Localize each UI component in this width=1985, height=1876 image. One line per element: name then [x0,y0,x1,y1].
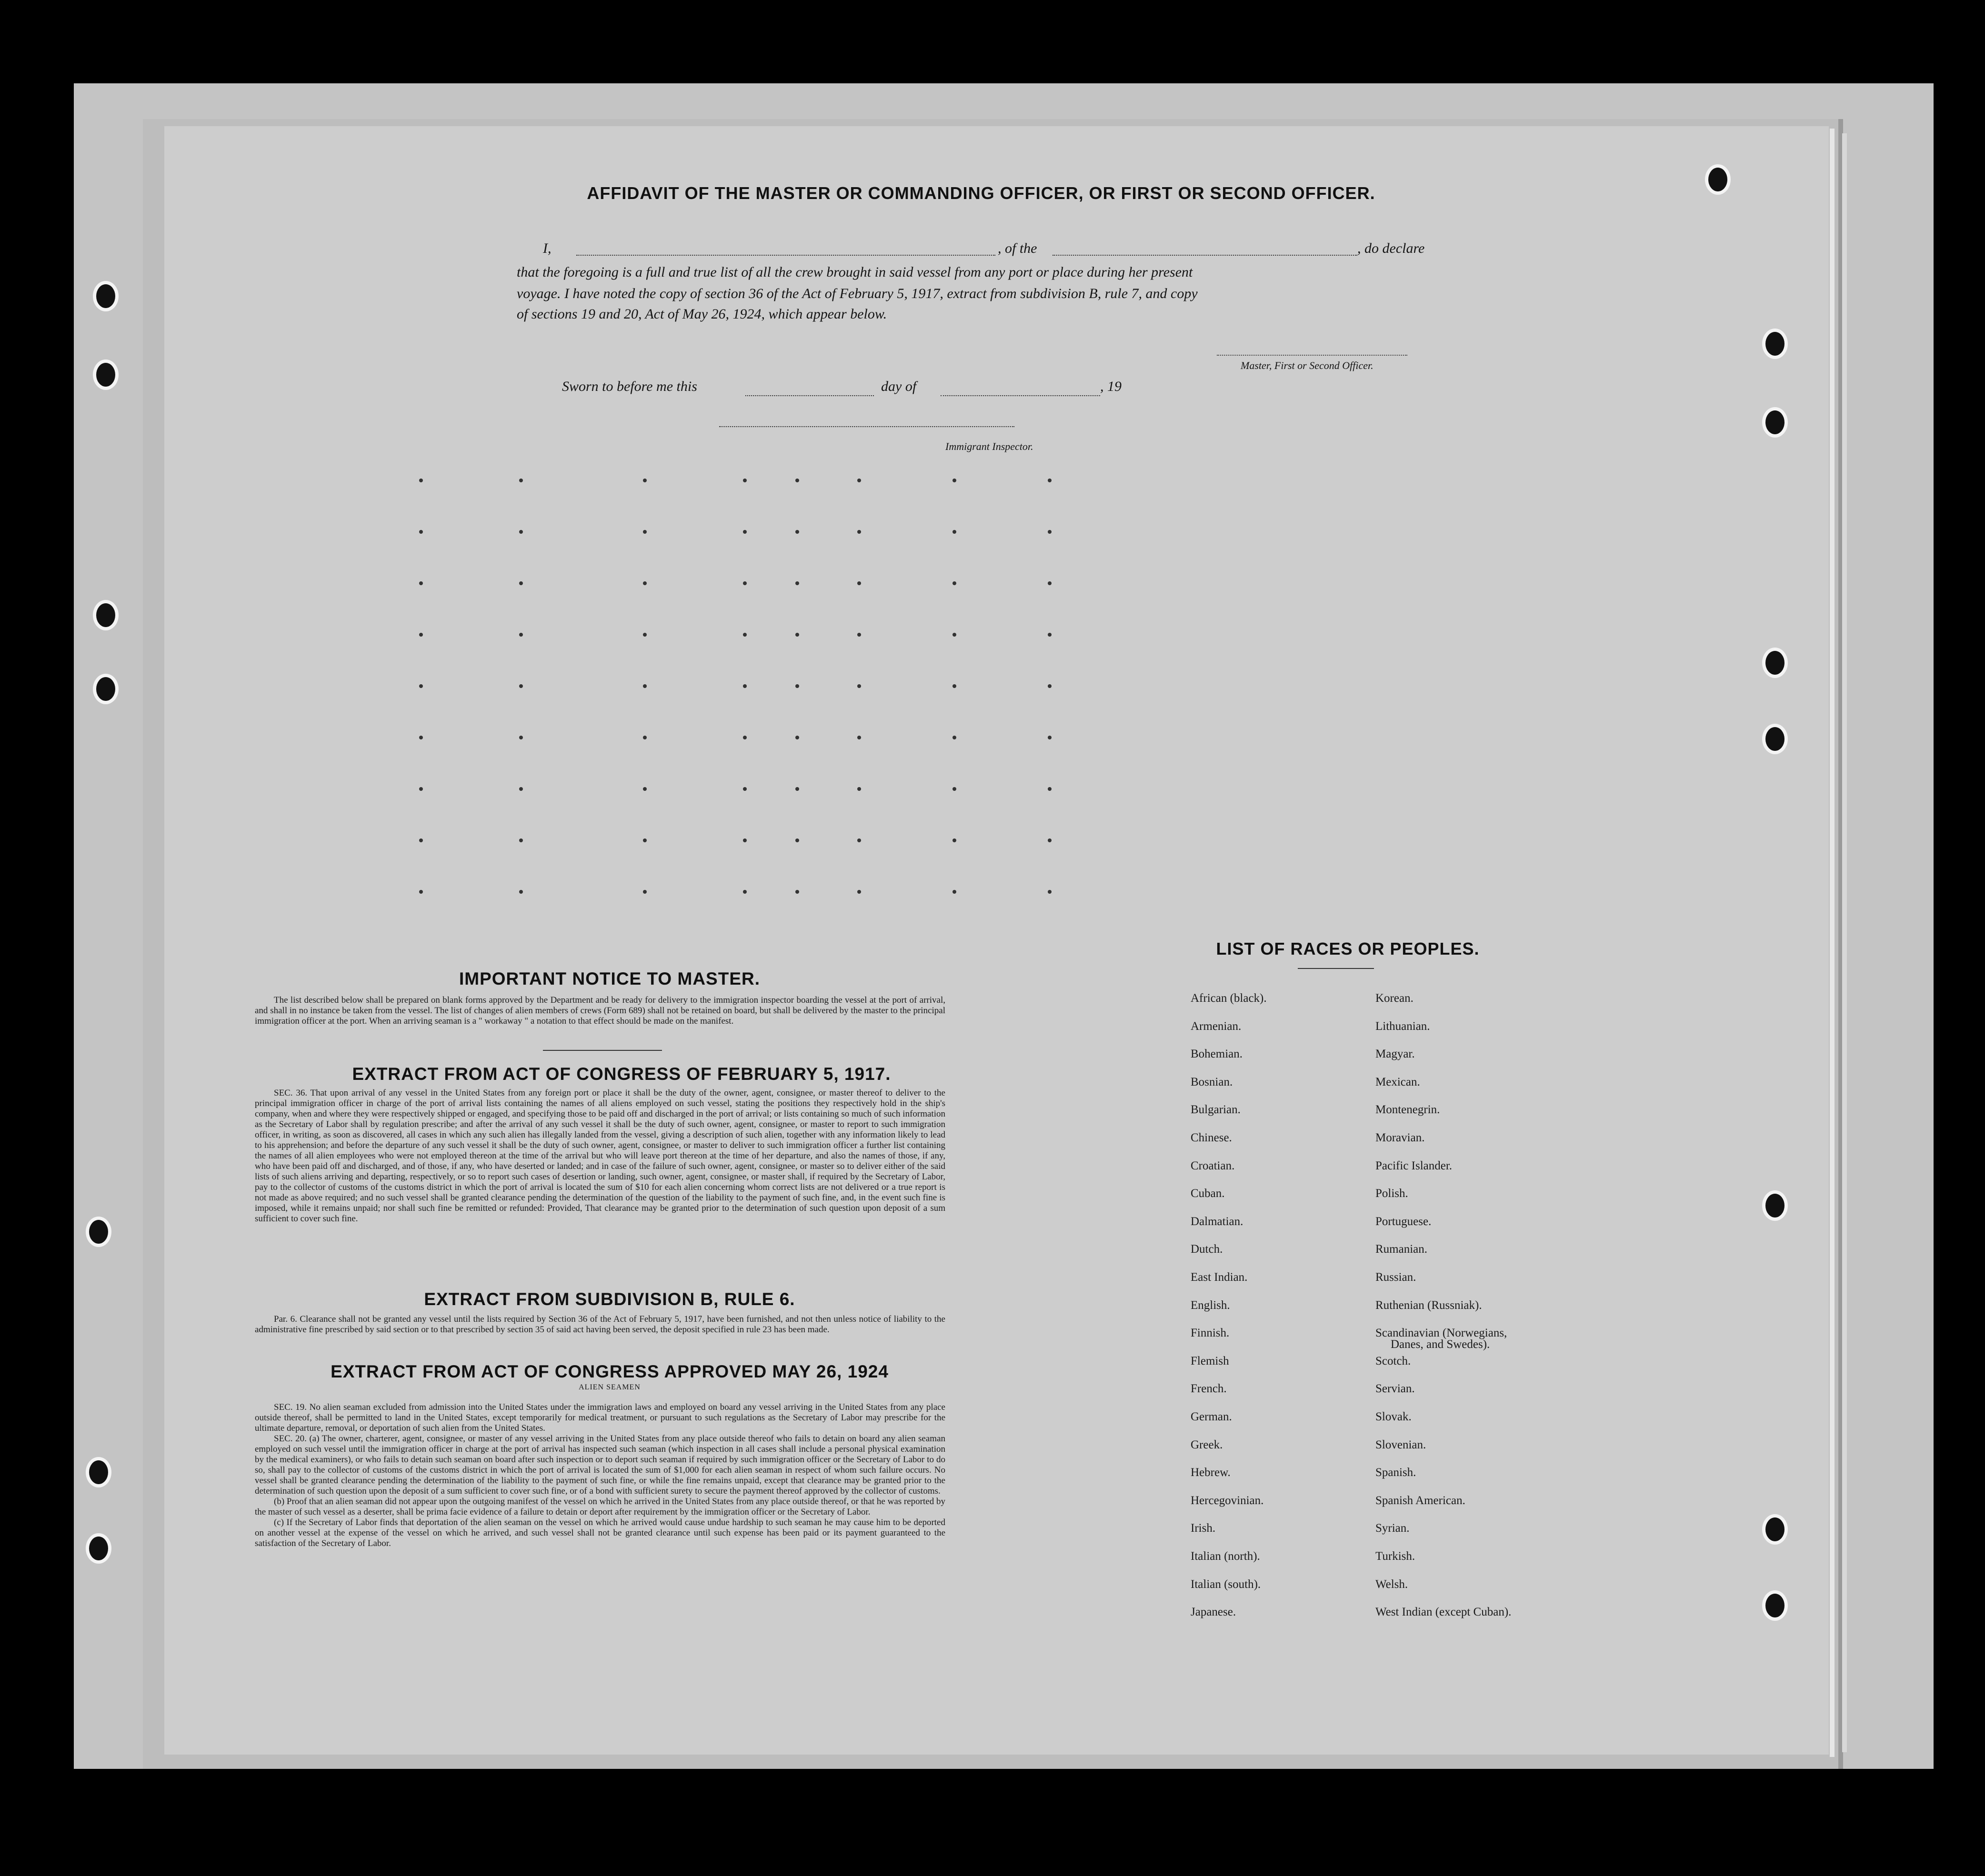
day-of-text: day of [881,379,917,394]
race-item: Finnish. [1191,1327,1230,1339]
name-blank [576,255,995,256]
grid-dot [743,479,747,482]
grid-dot [795,581,799,585]
grid-dot [952,581,956,585]
page-edge [1842,133,1847,1752]
notice-title: IMPORTANT NOTICE TO MASTER. [459,969,760,988]
grid-dot [795,890,799,894]
affidavit-i: I, [543,240,551,256]
grid-dot [743,787,747,791]
race-item: West Indian (except Cuban). [1375,1606,1512,1618]
extract-1924-title: EXTRACT FROM ACT OF CONGRESS APPROVED MAY 26, 1924 [331,1362,889,1381]
grid-dot [952,633,956,637]
binding-hole [1762,407,1788,438]
race-item: Spanish American. [1375,1494,1465,1507]
grid-dot [743,890,747,894]
binding-hole [1762,329,1788,359]
grid-dot [952,479,956,482]
grid-dot [519,838,523,842]
race-item: Irish. [1191,1522,1216,1535]
grid-dot [743,581,747,585]
race-item: Japanese. [1191,1606,1236,1618]
divider [1298,968,1374,969]
day-blank [745,395,874,396]
race-item: Bulgarian. [1191,1103,1241,1116]
grid-dot [743,838,747,842]
race-item: Flemish [1191,1355,1229,1367]
grid-dot [643,530,647,534]
notice-text: The list described below shall be prepared on blank forms approved by the Department and be ready for delivery to the immigration inspector boarding the vessel at the port of arrival, and shall in no instance be taken from the vessel. The list of changes of alien members of crews (Form 689) shall not be retained on board, but shall be delivered by the master to the principal immigration officer at the port. When an arriving seaman is a " workaway " a notation to that effect should be made on the manifest. [255,995,945,1026]
grid-dot [857,581,861,585]
race-item: Montenegrin. [1375,1103,1440,1116]
race-item: Welsh. [1375,1578,1408,1591]
affidavit-line-3: voyage. I have noted the copy of section 36 of the Act of February 5, 1917, extract from subdivision B, rule 7, and copy [517,286,1198,301]
race-item: Croatian. [1191,1159,1235,1172]
race-item: Spanish. [1375,1466,1416,1479]
race-item: Ruthenian (Russniak). [1375,1299,1482,1312]
race-item: Bohemian. [1191,1048,1243,1060]
grid-dot [1048,736,1052,739]
grid-dot [643,838,647,842]
race-item: Magyar. [1375,1048,1415,1060]
race-item: Slovak. [1375,1410,1412,1423]
page-edge [1830,129,1835,1757]
race-item: Servian. [1375,1382,1415,1395]
race-item: Turkish. [1375,1550,1415,1563]
race-item: African (black). [1191,992,1267,1005]
grid-dot [795,838,799,842]
race-item: Scandinavian (Norwegians, [1375,1327,1507,1339]
grid-dot [952,787,956,791]
race-item: Chinese. [1191,1131,1232,1144]
binding-hole [1762,1590,1788,1621]
race-item: Scotch. [1375,1355,1411,1367]
grid-dot [419,581,423,585]
grid-dot [419,890,423,894]
grid-dot [643,684,647,688]
grid-dot [519,890,523,894]
grid-dot [419,479,423,482]
grid-dot [857,530,861,534]
binding-hole [93,281,119,311]
grid-dot [519,736,523,739]
grid-dot [519,633,523,637]
grid-dot [952,890,956,894]
race-item: German. [1191,1410,1232,1423]
race-item: Polish. [1375,1187,1408,1200]
race-item: Moravian. [1375,1131,1425,1144]
grid-dot [857,736,861,739]
grid-dot [419,684,423,688]
race-item: Dalmatian. [1191,1215,1243,1228]
officer-signature-line [1217,355,1407,356]
extract-1917-text: SEC. 36. That upon arrival of any vessel in the United States from any foreign port or place it shall be the duty of the owner, agent, consignee, or master thereof to deliver to the principal immigration officer in charge of the port of arrival lists containing the names of all aliens employed on such vessel, stating the positions they respectively hold in the ship's company, when and where they were respectively shipped or engaged, and specifying those to be paid off and discharged in the port of arrival; or lists containing so much of such information as the Secretary of Labor shall by regulation prescribe; and after the arrival of any such vessel it shall be the duty of such owner, agent, consignee, or master to report to such immigration officer, in writing, as soon as discovered, all cases in which any such alien has illegally landed from the vessel, giving a description of such alien, together with any information likely to lead to his apprehension; and before the departure of any such vessel it shall be the duty of such owner, agent, consignee, or master to deliver to such immigration officer a further list containing the names of all alien employees who were not employed thereon at the time of the arrival but who will leave port thereon at the time of her departure, and also the names of those, if any, who have been paid off and discharged, and of those, if any, who have deserted or landed; and in case of the failure of such owner, agent, consignee, or master so to deliver either of the said lists of such aliens arriving and departing, respectively, or so to report such cases of desertion or landing, such owner, agent, consignee, or master shall, if required by the Secretary of Labor, pay to the collector of customs of the customs district in which the port of arrival is located the sum of $10 for each alien concerning whom correct lists are not delivered or a true report is not made as above required; and no such vessel shall be granted clearance pending the determination of the question of the liability to the payment of such fine, and, in the event such fine is imposed, while it remains unpaid; nor shall such fine be remitted or refunded: Provided, That clearance may be granted prior to the determination of such question upon deposit of a sum sufficient to cover such fine. [255,1088,945,1224]
race-item: Italian (north). [1191,1550,1260,1563]
grid-dot [419,633,423,637]
grid-dot [519,684,523,688]
grid-dot [795,530,799,534]
race-item: Mexican. [1375,1076,1420,1088]
grid-dot [952,838,956,842]
grid-dot [419,736,423,739]
race-item: Cuban. [1191,1187,1225,1200]
extract-1917-title: EXTRACT FROM ACT OF CONGRESS OF FEBRUARY 5, 1917. [352,1064,891,1084]
binding-hole [1762,1190,1788,1221]
inspector-signature-line [719,426,1014,427]
binding-hole [1762,724,1788,754]
month-blank [941,395,1100,396]
race-item: English. [1191,1299,1230,1312]
vessel-blank [1053,255,1357,256]
grid-dot [795,633,799,637]
grid-dot [419,530,423,534]
race-item: Hercegovinian. [1191,1494,1264,1507]
race-item: East Indian. [1191,1271,1248,1284]
affidavit-line-2: that the foregoing is a full and true list of all the crew brought in said vessel from any port or place during her present [517,264,1193,280]
race-item: Danes, and Swedes). [1391,1338,1490,1351]
grid-dot [1048,633,1052,637]
binding-hole [1762,648,1788,678]
grid-dot [795,684,799,688]
grid-dot [857,787,861,791]
grid-dot [795,787,799,791]
grid-dot [643,736,647,739]
race-item: Dutch. [1191,1243,1223,1256]
grid-dot [1048,684,1052,688]
race-item: French. [1191,1382,1227,1395]
grid-dot [519,581,523,585]
binding-hole [86,1457,111,1487]
grid-dot [419,838,423,842]
grid-dot [1048,838,1052,842]
grid-dot [952,530,956,534]
grid-dot [1048,479,1052,482]
year-text: , 19 [1100,379,1122,394]
race-item: Slovenian. [1375,1438,1426,1451]
grid-dot [952,684,956,688]
race-item: Hebrew. [1191,1466,1231,1479]
alien-seamen-subtitle: ALIEN SEAMEN [579,1383,641,1391]
inspector-label: Immigrant Inspector. [945,440,1033,452]
race-item: Italian (south). [1191,1578,1261,1591]
grid-dot [1048,787,1052,791]
race-item: Syrian. [1375,1522,1410,1535]
officer-label: Master, First or Second Officer. [1241,359,1373,371]
grid-dot [643,479,647,482]
grid-dot [643,890,647,894]
race-item: Portuguese. [1375,1215,1432,1228]
binding-hole [86,1217,111,1247]
affidavit-line-4: of sections 19 and 20, Act of May 26, 1924, which appear below. [517,306,887,322]
grid-dot [643,633,647,637]
grid-dot [1048,530,1052,534]
grid-dot [857,633,861,637]
sworn-text: Sworn to before me this [562,379,697,394]
grid-dot [519,479,523,482]
race-item: Russian. [1375,1271,1416,1284]
race-item: Lithuanian. [1375,1020,1430,1033]
affidavit-do-declare: , do declare [1357,240,1425,256]
races-title: LIST OF RACES OR PEOPLES. [1216,939,1480,958]
grid-dot [743,736,747,739]
affidavit-title: AFFIDAVIT OF THE MASTER OR COMMANDING OFFICER, OR FIRST OR SECOND OFFICER. [587,183,1375,203]
divider [543,1050,662,1051]
grid-dot [743,530,747,534]
subdivision-text: Par. 6. Clearance shall not be granted any vessel until the lists required by Section 36 of the Act of February 5, 1917, have been furnished, and not then unless notice of liability to the administrative fine prescribed by said section or to that prescribed by section 35 of said act having been served, the deposit specified in rule 23 has been made. [255,1314,945,1335]
race-item: Rumanian. [1375,1243,1428,1256]
grid-dot [795,479,799,482]
race-item: Bosnian. [1191,1076,1233,1088]
grid-dot [743,633,747,637]
grid-dot [743,684,747,688]
grid-dot [857,479,861,482]
race-item: Korean. [1375,992,1414,1005]
grid-dot [519,787,523,791]
grid-dot [643,581,647,585]
grid-dot [643,787,647,791]
binding-hole [93,674,119,704]
grid-dot [1048,890,1052,894]
grid-dot [857,838,861,842]
race-item: Armenian. [1191,1020,1242,1033]
subdivision-title: EXTRACT FROM SUBDIVISION B, RULE 6. [424,1289,795,1309]
extract-1924-text: SEC. 19. No alien seaman excluded from admission into the United States under the immigration laws and employed on board any vessel arriving in the United States from any place outside thereof, shall be permitted to land in the United States, except temporarily for medical treatment, or pursuant to such regulations as the Secretary of Labor may prescribe for the ultimate departure, removal, or deportation of such alien from the United States. SEC. 20. (a) The owner, charterer, agent, consignee, or master of any vessel arriving in the United States from any place outside thereof who fails to detain on board any alien seaman employed on such vessel until the immigration officer in charge at the port of arrival has inspected such seaman (which inspection in all cases shall include a personal physical examination by the medical examiners), or who fails to detain such seaman on board after such inspection or to deport such seaman if required by such immigration officer or the Secretary of Labor to do so, shall pay to the collector of customs of the customs district in which the port of arrival is located the sum of $1,000 for each alien seaman in respect of whom such failure occurs. No vessel shall be granted clearance pending the determination of the liability to the payment of such fine, or while the fine remains unpaid, except that clearance may be granted prior to the determination of such question upon the deposit of a sum sufficient to cover such fine, or of a bond with sufficient surety to secure the payment thereof approved by the collector of customs. (b) Proof that an alien seaman did not appear upon the outgoing manifest of the vessel on which he arrived in the United States from any place outside thereof, or that he was reported by the master of such vessel as a deserter, shall be prima facie evidence of a failure to detain or deport after requirement by the immigration officer or the Secretary of Labor. (c) If the Secretary of Labor finds that deportation of the alien seaman on the vessel on which he arrived would cause undue hardship to such seaman he may cause him to be deported on another vessel at the expense of the vessel on which he arrived, and such vessel shall not be granted clearance until such expense has been paid or its payment guaranteed to the satisfaction of the Secretary of Labor. [255,1402,945,1548]
affidavit-of-the: , of the [998,240,1037,256]
grid-dot [857,890,861,894]
grid-dot [419,787,423,791]
binding-hole [93,600,119,630]
binding-hole [1705,164,1731,195]
grid-dot [952,736,956,739]
race-item: Pacific Islander. [1375,1159,1453,1172]
grid-dot [857,684,861,688]
race-item: Greek. [1191,1438,1223,1451]
grid-dot [1048,581,1052,585]
binding-hole [93,359,119,390]
grid-dot [519,530,523,534]
grid-dot [795,736,799,739]
binding-hole [1762,1514,1788,1545]
binding-hole [86,1533,111,1564]
